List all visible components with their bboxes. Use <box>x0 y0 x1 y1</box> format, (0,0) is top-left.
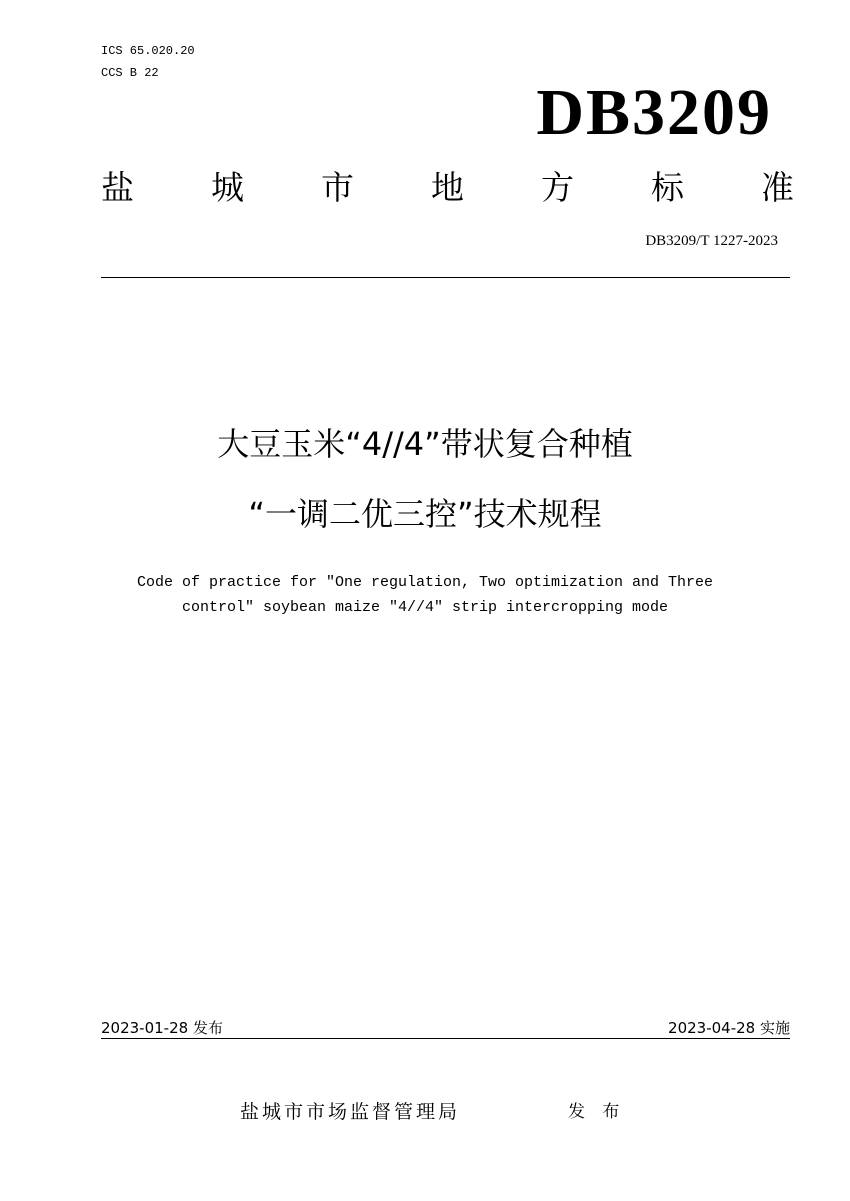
standard-logo: DB3209 <box>536 76 772 149</box>
standard-code: DB3209/T 1227-2023 <box>645 233 778 249</box>
footer-divider <box>101 1038 790 1039</box>
publish-label: 发 布 <box>568 1102 626 1122</box>
header-divider <box>101 277 790 278</box>
standard-type-char: 标 <box>651 168 684 207</box>
english-title-line-2: control" soybean maize "4//4" strip intercropping mode <box>181 599 669 616</box>
chinese-title-line-2: “一调二优三控”技术规程 <box>248 495 602 533</box>
standard-type-char: 盐 <box>101 168 134 207</box>
standard-type-char: 城 <box>211 168 244 207</box>
standard-type-title <box>101 166 794 210</box>
ics-code: ICS 65.020.20 <box>101 44 195 58</box>
issue-date: 2023-01-28 发布 <box>101 1019 223 1037</box>
ccs-code: CCS B 22 <box>101 66 159 80</box>
implementation-date: 2023-04-28 实施 <box>668 1019 790 1037</box>
chinese-title-line-1: 大豆玉米“4//4”带状复合种植 <box>217 425 633 463</box>
standard-type-char: 地 <box>431 168 464 207</box>
publisher-name: 盐城市市场监督管理局 <box>240 1101 461 1123</box>
standard-type-char: 准 <box>761 168 794 207</box>
standard-type-char: 方 <box>541 168 574 207</box>
english-title-line-1: Code of practice for "One regulation, Two optimization and Three <box>136 574 714 591</box>
standard-type-char: 市 <box>321 168 354 207</box>
